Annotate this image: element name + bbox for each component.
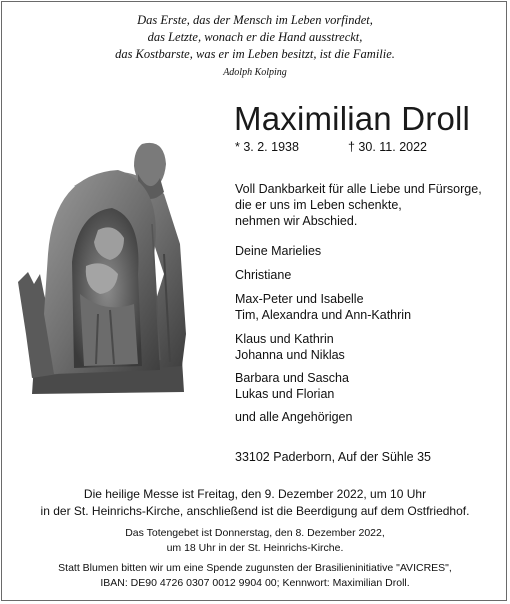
mourner-line: Johanna und Niklas	[235, 348, 345, 362]
quote-line: das Letzte, wonach er die Hand ausstreckt,	[147, 30, 363, 44]
quote-line: Das Erste, das der Mensch im Leben vorfindet,	[137, 13, 373, 27]
mass-line: Die heilige Messe ist Freitag, den 9. Dezember 2022, um 10 Uhr	[83, 487, 427, 501]
deceased-name: Maximilian Droll	[234, 100, 471, 137]
donation-line: IBAN: DE90 4726 0307 0012 9904 00; Kennwort: Maximilian Droll.	[100, 577, 410, 589]
mourner-line: Tim, Alexandra und Ann-Kathrin	[235, 308, 412, 322]
address: 33102 Paderborn, Auf der Sühle 35	[235, 450, 431, 464]
prayer-line: um 18 Uhr in der St. Heinrichs-Kirche.	[166, 542, 344, 554]
life-dates	[235, 140, 428, 154]
mourner-line: Max-Peter und Isabelle	[235, 292, 364, 306]
mourner-group	[235, 243, 321, 259]
donation-line: Statt Blumen bitten wir um eine Spende zugunsten der Brasilieninitiative "AVICRES",	[58, 562, 452, 574]
mourner-line: und alle Angehörigen	[235, 410, 353, 424]
mourner-line: Barbara und Sascha	[235, 371, 349, 385]
mourner-line: Klaus und Kathrin	[235, 332, 334, 346]
mourner-group	[235, 291, 411, 323]
intro-line: Voll Dankbarkeit für alle Liebe und Fürsorge,	[235, 182, 482, 196]
quote-author: Adolph Kolping	[223, 67, 287, 78]
holy-family-sculpture-image	[14, 134, 190, 396]
mourner-line: Christiane	[235, 268, 292, 282]
intro-line: nehmen wir Abschied.	[235, 214, 358, 228]
intro-line: die er uns im Leben schenkte,	[235, 198, 402, 212]
death-date: † 30. 11. 2022	[348, 140, 428, 154]
mourner-group	[235, 370, 349, 402]
mourner-group	[235, 409, 352, 425]
prayer-info	[0, 526, 510, 556]
mourner-group	[235, 331, 345, 363]
birth-date: * 3. 2. 1938	[235, 140, 299, 154]
prayer-line: Das Totengebet ist Donnerstag, den 8. Dezember 2022,	[125, 527, 385, 539]
mourner-line: Lukas und Florian	[235, 387, 335, 401]
quote-line: das Kostbarste, was er im Leben besitzt, ist die Familie.	[115, 47, 395, 61]
mass-info	[0, 486, 510, 520]
mourner-line: Deine Marielies	[235, 244, 322, 258]
intro-text	[235, 181, 482, 229]
mass-line: in der St. Heinrichs-Kirche, anschließend ist die Beerdigung auf dem Ostfriedhof.	[40, 504, 470, 518]
donation-info	[0, 561, 510, 591]
quote-block	[0, 12, 510, 63]
mourner-group	[235, 267, 291, 283]
